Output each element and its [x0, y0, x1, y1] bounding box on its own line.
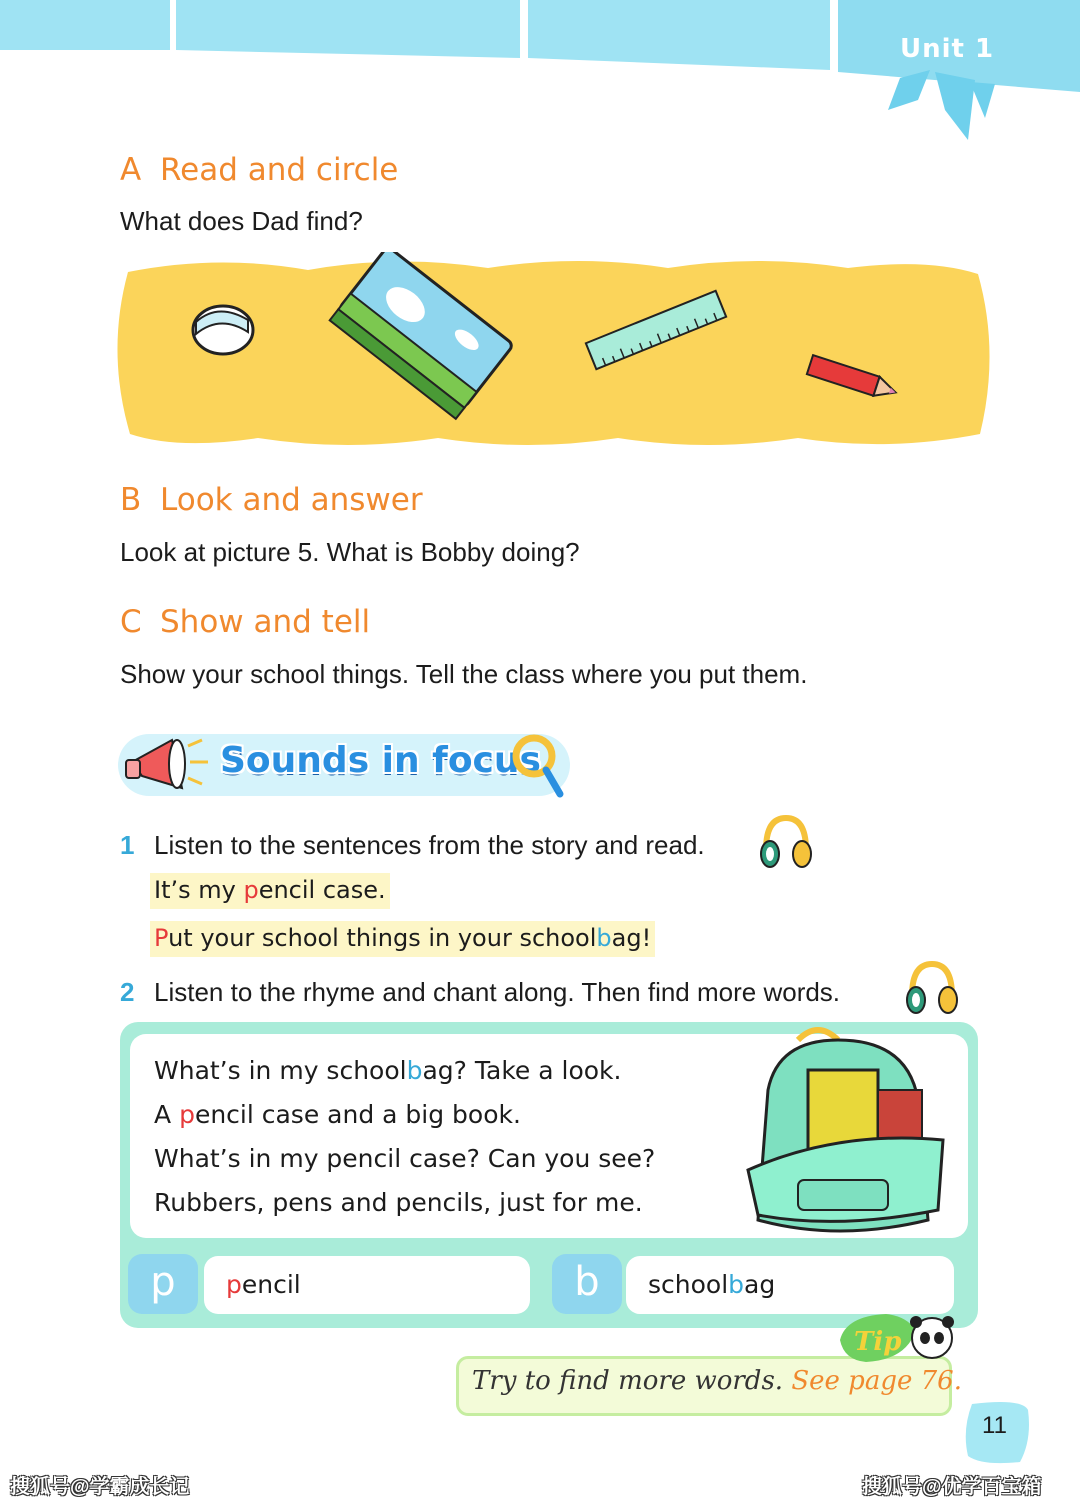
task-2-number: 2: [120, 977, 135, 1007]
watermark-right: 搜狐号@优学百宝箱: [862, 1476, 1042, 1498]
section-c-heading: [120, 604, 370, 640]
section-b-title: Look and answer: [160, 482, 423, 518]
phonics-word-schoolbag-pre: school: [648, 1270, 729, 1299]
watermark-left: 搜狐号@学霸成长记: [10, 1476, 190, 1498]
rubber-icon[interactable]: [193, 306, 253, 354]
section-c-title: Show and tell: [160, 604, 371, 640]
section-c-letter: C: [120, 604, 142, 640]
phonics-letter-b: b: [552, 1254, 622, 1314]
task-2-text: Listen to the rhyme and chant along. Then find more words.: [154, 977, 841, 1007]
phonics-word-pencil-rest: encil: [241, 1270, 301, 1299]
sentence-1-pre: It’s my: [154, 876, 244, 904]
phonics-word-pencil-sound: p: [226, 1270, 242, 1299]
schoolbag-icon: [738, 1020, 950, 1242]
tip-badge-label: Tip: [854, 1327, 902, 1357]
rhyme-line-1-pre: What’s in my school: [154, 1056, 407, 1085]
rhyme-line-4: Rubbers, pens and pencils, just for me.: [154, 1188, 643, 1217]
rhyme-line-1-post: ag? Take a look.: [422, 1056, 622, 1085]
task-1-number: 1: [120, 830, 135, 860]
sentence-2: [150, 921, 655, 957]
section-b-letter: B: [120, 482, 142, 518]
section-c-instruction: Show your school things. Tell the class where you put them.: [120, 659, 808, 689]
rhyme-line-3: What’s in my pencil case? Can you see?: [154, 1144, 656, 1173]
section-a-heading: [120, 152, 398, 188]
phonics-letter-p: p: [128, 1254, 198, 1314]
page-number: 11: [982, 1412, 1007, 1439]
sentence-2-sound-p: P: [154, 924, 169, 952]
rhyme-line-2-pre: A: [154, 1100, 180, 1129]
sentence-1-sound: p: [243, 876, 259, 904]
rhyme-line-2-sound: p: [179, 1100, 195, 1129]
rhyme-line-1-sound: b: [406, 1056, 423, 1085]
phonics-word-schoolbag: [626, 1256, 954, 1314]
task-1-text: Listen to the sentences from the story and read.: [154, 830, 705, 860]
sentence-1-post: encil case.: [258, 876, 386, 904]
sentence-1: [150, 873, 390, 909]
phonics-word-schoolbag-rest: ag: [744, 1270, 776, 1299]
rhyme-line-2-post: encil case and a big book.: [194, 1100, 521, 1129]
tip-text: [472, 1366, 962, 1396]
sounds-title: Sounds in focus: [220, 740, 541, 781]
phonics-word-pencil: [204, 1256, 530, 1314]
sentence-2-mid: ut your school things in your school: [168, 924, 597, 952]
section-a-title: Read and circle: [160, 152, 399, 188]
sentence-2-sound-b: b: [596, 924, 612, 952]
choices-band: [108, 252, 998, 452]
section-a-letter: A: [120, 152, 142, 188]
magnifier-icon: [508, 730, 566, 800]
section-a-question: What does Dad find?: [120, 206, 363, 236]
tip-main-text: Try to find more words.: [472, 1366, 792, 1396]
headphones-icon[interactable]: [758, 812, 814, 872]
section-b-question: Look at picture 5. What is Bobby doing?: [120, 537, 580, 567]
panda-icon: [910, 1316, 954, 1358]
megaphone-icon: [122, 732, 212, 798]
section-b-heading: [120, 482, 423, 518]
sentence-2-post: ag!: [611, 924, 652, 952]
rhyme-line-1: [154, 1056, 621, 1085]
unit-label: Unit 1: [900, 34, 995, 64]
phonics-word-schoolbag-sound: b: [728, 1270, 745, 1299]
headphones-icon[interactable]: [904, 958, 960, 1018]
top-banner: [0, 0, 1080, 140]
tip-page-ref: See page 76.: [791, 1366, 962, 1396]
rhyme-line-2: [154, 1100, 521, 1129]
tip-badge: [836, 1310, 966, 1366]
